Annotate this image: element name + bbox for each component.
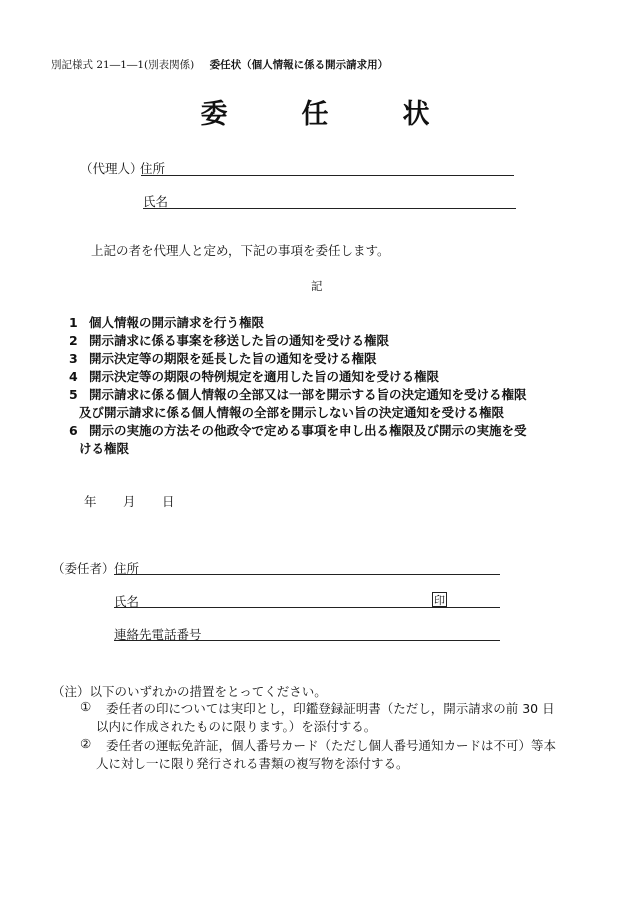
note-1-marker: ①: [80, 699, 92, 714]
seal-box: 印: [434, 594, 445, 607]
item-text: 開示決定等の期限の特例規定を適用した旨の通知を受ける権限: [89, 369, 440, 384]
item-number: 4: [69, 369, 78, 384]
date-day-label: 日: [162, 494, 175, 509]
principal-address-field[interactable]: [114, 574, 500, 575]
principal-phone-label: 連絡先電話番号: [114, 627, 202, 642]
item-text: 開示請求に係る事案を移送した旨の通知を受ける権限: [89, 333, 390, 348]
item-number: 1: [69, 315, 78, 330]
title-char-3: 状: [402, 99, 430, 130]
item-3: [69, 349, 377, 367]
item-5: [69, 385, 527, 403]
delegation-statement: 上記の者を代理人と定め，下記の事項を委任します。: [91, 243, 390, 258]
item-number: 2: [69, 333, 78, 348]
record-mark: 記: [311, 279, 323, 293]
item-number: 6: [69, 423, 78, 438]
item-number: 3: [69, 351, 78, 366]
title-char-2: 任: [301, 99, 329, 130]
principal-phone-field[interactable]: [114, 640, 500, 641]
item-4: [69, 367, 439, 385]
principal-name-label: 氏名: [114, 594, 140, 609]
form-name: 委任状（個人情報に係る開示請求用）: [209, 59, 389, 71]
item-6: [69, 421, 527, 439]
note-2-continuation: 人に対し一に限り発行される書類の複写物を添付する。: [96, 756, 409, 771]
date-month-label: 月: [123, 494, 136, 509]
item-text: 個人情報の開示請求を行う権限: [89, 315, 265, 330]
notes-heading: （注）以下のいずれかの措置をとってください。: [52, 684, 327, 699]
note-2-marker: ②: [80, 736, 92, 751]
item-text: 開示の実施の方法その他政令で定める事項を申し出る権限及び開示の実施を受: [89, 423, 527, 438]
agent-name-field[interactable]: [143, 208, 516, 209]
principal-address-label: 住所: [114, 561, 140, 576]
agent-role-label: （代理人）: [80, 161, 143, 176]
form-id: 別記様式 21―1―1(別表関係): [51, 59, 195, 71]
agent-address-field[interactable]: [141, 175, 514, 176]
note-1-continuation: 以内に作成されたものに限ります。）を添付する。: [96, 719, 377, 734]
item-number: 5: [69, 387, 78, 402]
principal-role-label: （委任者）: [52, 561, 115, 576]
note-2-text: 委任者の運転免許証，個人番号カード（ただし個人番号通知カードは不可）等本: [106, 738, 557, 753]
item-6-continuation: ける権限: [79, 441, 130, 456]
agent-name-label: 氏名: [143, 194, 169, 209]
form-header: [51, 57, 388, 72]
item-text: 開示請求に係る個人情報の全部又は一部を開示する旨の決定通知を受ける権限: [89, 387, 527, 402]
title-char-1: 委: [200, 99, 228, 130]
item-text: 開示決定等の期限を延長した旨の通知を受ける権限: [89, 351, 377, 366]
item-2: [69, 331, 389, 349]
page-title: [0, 92, 630, 131]
item-5-continuation: 及び開示請求に係る個人情報の全部を開示しない旨の決定通知を受ける権限: [79, 405, 505, 420]
date-year-label: 年: [84, 494, 97, 509]
note-1-text: 委任者の印については実印とし，印鑑登録証明書（ただし，開示請求の前 30 日: [106, 701, 555, 716]
agent-address-label: 住所: [140, 161, 166, 176]
item-1: [69, 313, 264, 331]
